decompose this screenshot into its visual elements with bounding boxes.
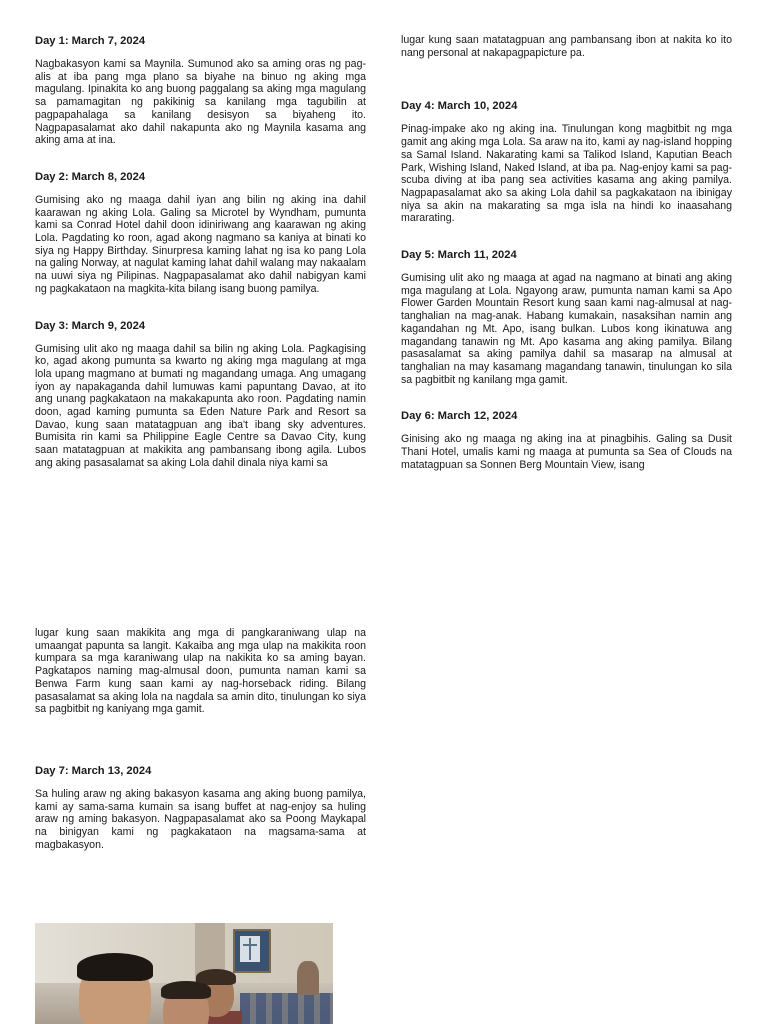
day-6-heading: Day 6: March 12, 2024 [401, 410, 518, 423]
day-1-entry [35, 34, 366, 147]
family-photo [35, 923, 333, 1024]
day-5-text: Gumising ulit ako ng maaga at agad na nagmano at binati ang aking mga magulang at Lola. Ngayong araw, pumunta naman kami sa Apo Flower Garden Mountain Resort kung saan kami nag-almusal at nag-tanghalian na mag-anak. Habang kumakain, nasaksihan namin ang kagandahan ng Mt. Apo, isang bulkan. Lubos kong ikinatuwa ang magandang tanawin ng Mt. Apo kasama ang aking pamilya. Bilang pasasalamat sa aking pamilya dahil sa masarap na almusal at tanghalian na may kasamang magandang tanawin, tinulungan ko sila sa pagbitbit ng kanilang mga gamit. [401, 272, 732, 386]
day-3-entry [35, 319, 366, 470]
day-2-heading: Day 2: March 8, 2024 [35, 170, 146, 183]
day-5-heading: Day 5: March 11, 2024 [401, 249, 517, 262]
left-column-bottom [35, 627, 366, 851]
day-7-text: Sa huling araw ng aking bakasyon kasama ang aking buong pamilya, kami ay sama-sama kumain sa isang buffet at nag-enjoy sa huling araw ng aming bakasyon. Nagpapasalamat ako sa Poong Maykapal na binigyan kami ng pagkakataon na magsama-sama at magbakasyon. [35, 787, 366, 851]
day-7-heading: Day 7: March 13, 2024 [35, 764, 152, 777]
day-3-continuation: lugar kung saan matatagpuan ang pambansang ibon at nakita ko ito nang personal at nakapagpapicture pa. [401, 34, 732, 59]
day-1-text: Nagbakasyon kami sa Maynila. Sumunod ako sa aming oras ng pag-alis at iba pang mga plano sa biyahe na binuo ng aking mga magulang. Ipinakita ko ang buong paggalang sa aking mga magulang sa pamamagitan ng pakikinig sa kanilang mga tagubilin at pagpapahalaga sa kanilang desisyon sa biyaheng ito. Nagpapasalamat ako dahil nakapunta ako ng Maynila kasama ang aking ama at ina. [35, 58, 366, 147]
day-4-heading: Day 4: March 10, 2024 [401, 100, 518, 113]
day-2-text: Gumising ako ng maaga dahil iyan ang bilin ng aking ina dahil kaarawan ng aking Lola. Galing sa Microtel by Wyndham, pumunta kami sa Conrad Hotel dahil doon idiniriwang ang kaarawan ng aking Lola. Pagdating ko roon, agad akong nagmano sa kaniya at binati ko siya ng Happy Birthday. Sinurpresa kaming lahat ng isa ko pang Lola na galing Norway, at nagulat kaming lahat dahil walang may nakaalam na uuwi siya ng Pilipinas. Nagpapasalamat ako dahil nabigyan kami ng pagkakataon na magkita-kita bilang isang buong pamilya. [35, 193, 366, 295]
day-4-text: Pinag-impake ako ng aking ina. Tinulungan kong magbitbit ng mga gamit ang aking mga Lola. Sa araw na ito, kami ay nag-island hopping sa Samal Island. Nakarating kami sa Talikod Island, Kaputian Beach Park, Wishing Island, Naked Island, at iba pa. Nag-enjoy kami sa pag-scuba diving at iba pang sea activities kasama ang aking pamilya. Nagpapasalamat ako sa aking Lola dahil sa pagkakataon na ibinigay niya sa akin na makarating sa mga isla na hindi ko inaasahang mararating. [401, 123, 732, 225]
day-3-text: Gumising ulit ako ng maaga dahil sa bilin ng aking Lola. Pagkagising ko, agad akong pumunta sa kwarto ng aking mga magulang at mga lola upang magmano at bumati ng magandang umaga. Ang umagang iyon ay napakaganda dahil lumuwas kami papuntang Davao, at ito ang unang pagkakataon na makakapunta ako roon. Pagdating namin doon, agad kaming pumunta sa Eden Nature Park and Resort sa Davao, kung saan matatagpuan ang iba't ibang sky adventures. Bumisita rin kami sa Philippine Eagle Centre sa Davao City, kung saan matatagpuan at makikita ang pambansang ibong agila. Lubos ang aking pasasalamat sa aking Lola dahil dinala niya kami sa [35, 342, 366, 469]
day-6-entry [401, 409, 732, 471]
day-6-text: Ginising ako ng maaga ng aking ina at pinagbihis. Galing sa Dusit Thani Hotel, umalis kami ng maaga at pumunta sa Sea of Clouds na matatagpuan sa Sonnen Berg Mountain View, isang [401, 433, 732, 471]
day-1-heading: Day 1: March 7, 2024 [35, 35, 146, 47]
left-column-top [35, 34, 366, 470]
day-7-entry [35, 764, 366, 852]
right-column-top [401, 34, 732, 471]
day-2-entry [35, 170, 366, 296]
day-3-heading: Day 3: March 9, 2024 [35, 319, 146, 332]
day-6-continuation: lugar kung saan makikita ang mga di pangkaraniwang ulap na umaangat papunta sa langit. Kakaiba ang mga ulap na makikita roon kumpara sa mga karaniwang ulap na nakikita ko sa aming bayan. Pagkatapos naming mag-almusal doon, pumunta naman kami sa Benwa Farm kung saan kami ay nag-horseback riding. Bilang pasasalamat sa aking lola na nagdala sa amin dito, tinulungan ko siya sa pagbitbit ng kaniyang mga gamit. [35, 627, 366, 716]
day-4-entry [401, 99, 732, 225]
day-5-entry [401, 248, 732, 386]
